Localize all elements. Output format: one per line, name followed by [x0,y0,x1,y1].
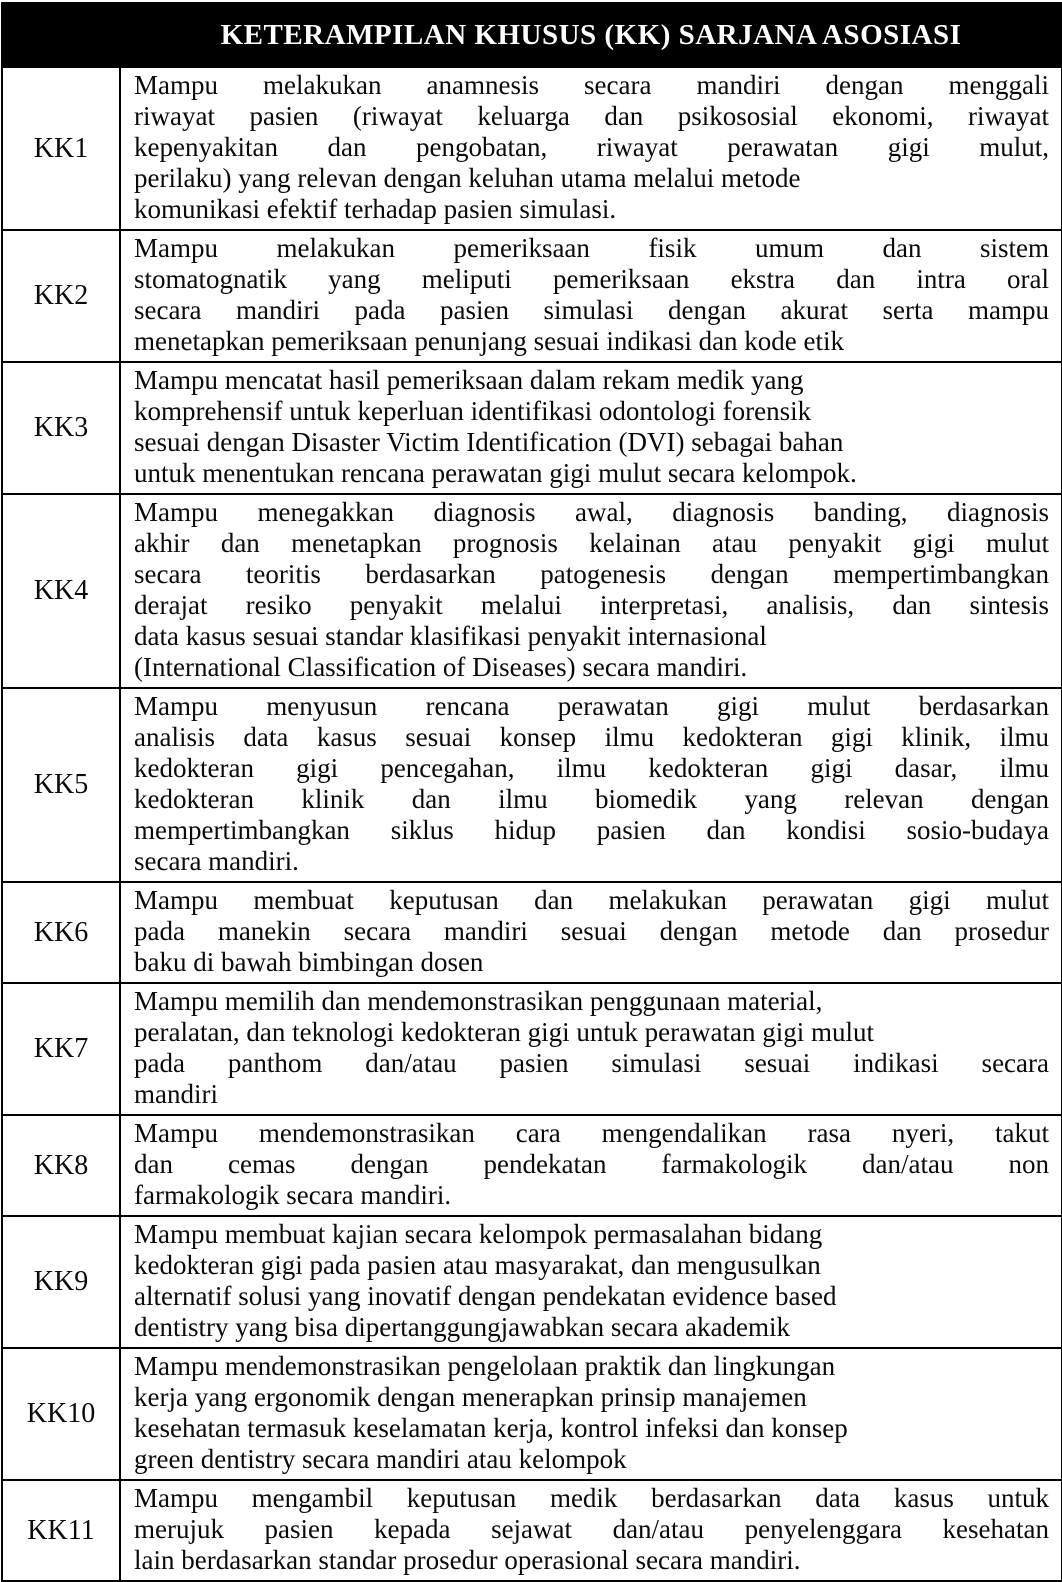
text-line: menetapkan pemeriksaan penunjang sesuai indikasi dan kode etik [134,326,845,356]
kk-description-kk4 [120,494,1062,688]
table-row [2,1348,1062,1480]
kk-code-kk6: KK6 [2,882,120,983]
text-line: derajat resiko penyakit melalui interpretasi, analisis, dan sintesis [134,590,1049,620]
text-line: lain berdasarkan standar prosedur operasional secara mandiri. [134,1545,801,1575]
header-blank-cell [2,3,120,67]
text-line: sesuai dengan Disaster Victim Identification (DVI) sebagai bahan [134,427,844,457]
text-line: analisis data kasus sesuai konsep ilmu kedokteran gigi klinik, ilmu [134,722,1049,752]
table-row [2,362,1062,494]
text-line: (International Classification of Diseases) secara mandiri. [134,652,748,682]
text-line: kerja yang ergonomik dengan menerapkan prinsip manajemen [134,1382,807,1412]
text-line: Mampu membuat keputusan dan melakukan perawatan gigi mulut [134,885,1049,915]
text-line: akhir dan menetapkan prognosis kelainan atau penyakit gigi mulut [134,528,1049,558]
kk-description-kk8 [120,1115,1062,1216]
text-line: Mampu melakukan anamnesis secara mandiri dengan menggali [134,70,1049,100]
text-line: Mampu menyusun rencana perawatan gigi mulut berdasarkan [134,691,1049,721]
text-line: kesehatan termasuk keselamatan kerja, kontrol infeksi dan konsep [134,1413,848,1443]
text-line: komprehensif untuk keperluan identifikasi odontologi forensik [134,396,812,426]
text-line: kedokteran gigi pencegahan, ilmu kedokteran gigi dasar, ilmu [134,753,1049,783]
kk-code-kk10: KK10 [2,1348,120,1480]
text-line: stomatognatik yang meliputi pemeriksaan ekstra dan intra oral [134,264,1049,294]
table-row [2,1216,1062,1348]
kk-description-kk9 [120,1216,1062,1348]
kk-code-kk8: KK8 [2,1115,120,1216]
kk-description-kk1 [120,67,1062,230]
table-row [2,67,1062,230]
text-line: peralatan, dan teknologi kedokteran gigi untuk perawatan gigi mulut [134,1017,875,1047]
text-line: Mampu mencatat hasil pemeriksaan dalam rekam medik yang [134,365,804,395]
text-line: kedokteran klinik dan ilmu biomedik yang relevan dengan [134,784,1049,814]
table-title: KETERAMPILAN KHUSUS (KK) SARJANA ASOSIASI [120,3,1062,67]
text-line: secara teoritis berdasarkan patogenesis dengan mempertimbangkan [134,559,1049,589]
kk-code-kk11: KK11 [2,1480,120,1581]
text-line: Mampu mengambil keputusan medik berdasarkan data kasus untuk [134,1483,1049,1513]
text-line: Mampu membuat kajian secara kelompok permasalahan bidang [134,1219,823,1249]
text-line: Mampu melakukan pemeriksaan fisik umum dan sistem [134,233,1049,263]
text-line: riwayat pasien (riwayat keluarga dan psikososial ekonomi, riwayat [134,101,1049,131]
text-line: alternatif solusi yang inovatif dengan pendekatan evidence based [134,1281,837,1311]
table-row [2,983,1062,1115]
table-row [2,230,1062,362]
table-header-row [2,3,1062,67]
kk-code-kk2: KK2 [2,230,120,362]
text-line: baku di bawah bimbingan dosen [134,947,484,977]
kk-description-kk6 [120,882,1062,983]
table-row [2,1480,1062,1581]
text-line: kepenyakitan dan pengobatan, riwayat perawatan gigi mulut, [134,132,1049,162]
text-line: Mampu menegakkan diagnosis awal, diagnosis banding, diagnosis [134,497,1049,527]
table-row [2,494,1062,688]
kk-description-kk3 [120,362,1062,494]
text-line: secara mandiri pada pasien simulasi dengan akurat serta mampu [134,295,1049,325]
kk-code-kk9: KK9 [2,1216,120,1348]
table-row [2,688,1062,882]
text-line: untuk menentukan rencana perawatan gigi mulut secara kelompok. [134,458,857,488]
text-line: kedokteran gigi pada pasien atau masyarakat, dan mengusulkan [134,1250,821,1280]
text-line: Mampu mendemonstrasikan pengelolaan praktik dan lingkungan [134,1351,836,1381]
text-line: komunikasi efektif terhadap pasien simulasi. [134,194,617,224]
text-line: Mampu memilih dan mendemonstrasikan penggunaan material, [134,986,823,1016]
text-line: mandiri [134,1079,218,1109]
kk-description-kk2 [120,230,1062,362]
text-line: Mampu mendemonstrasikan cara mengendalikan rasa nyeri, takut [134,1118,1049,1148]
table-row [2,1115,1062,1216]
text-line: dan cemas dengan pendekatan farmakologik dan/atau non [134,1149,1049,1179]
text-line: secara mandiri. [134,846,299,876]
text-line: pada manekin secara mandiri sesuai dengan metode dan prosedur [134,916,1049,946]
kk-code-kk5: KK5 [2,688,120,882]
text-line: merujuk pasien kepada sejawat dan/atau penyelenggara kesehatan [134,1514,1049,1544]
text-line: farmakologik secara mandiri. [134,1180,452,1210]
kk-code-kk3: KK3 [2,362,120,494]
kk-description-kk11 [120,1480,1062,1581]
text-line: data kasus sesuai standar klasifikasi penyakit internasional [134,621,767,651]
kk-competency-table [1,2,1062,1582]
text-line: green dentistry secara mandiri atau kelompok [134,1444,627,1474]
kk-code-kk4: KK4 [2,494,120,688]
kk-code-kk7: KK7 [2,983,120,1115]
text-line: pada panthom dan/atau pasien simulasi sesuai indikasi secara [134,1048,1049,1078]
text-line: mempertimbangkan siklus hidup pasien dan kondisi sosio-budaya [134,815,1049,845]
kk-code-kk1: KK1 [2,67,120,230]
kk-description-kk10 [120,1348,1062,1480]
kk-description-kk7 [120,983,1062,1115]
table-row [2,882,1062,983]
text-line: dentistry yang bisa dipertanggungjawabkan secara akademik [134,1312,791,1342]
text-line: perilaku) yang relevan dengan keluhan utama melalui metode [134,163,801,193]
kk-description-kk5 [120,688,1062,882]
